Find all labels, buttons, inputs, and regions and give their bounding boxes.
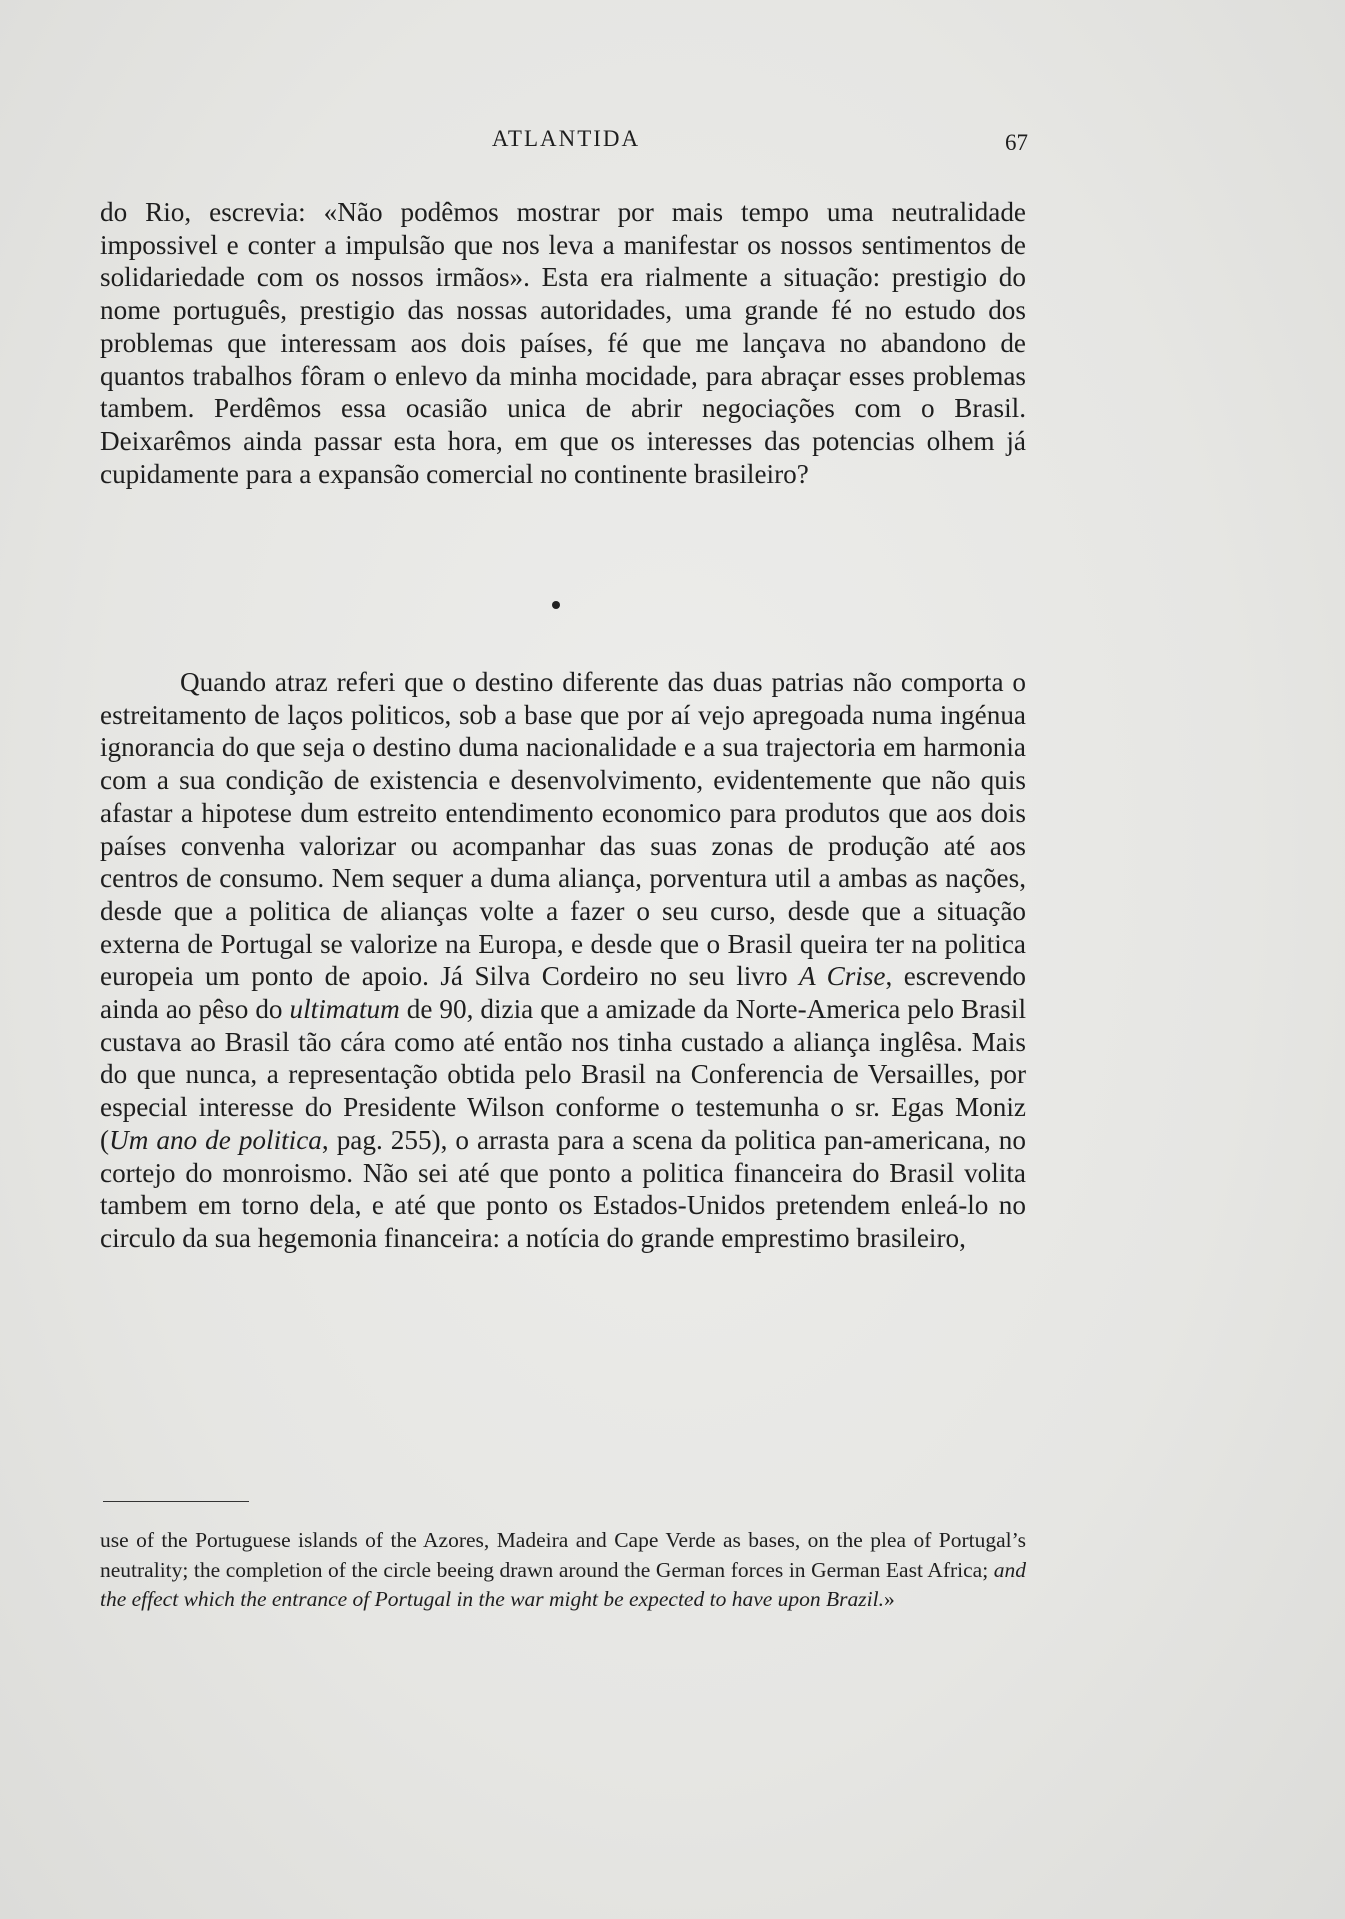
book-title-a-crise: A Crise (799, 961, 886, 992)
page-number: 67 (1005, 130, 1028, 155)
paragraph-one (100, 196, 1026, 490)
paragraph-one-text: do Rio, escrevia: «Não podêmos mostrar por mais tempo uma neutralidade impossivel e conter a impulsão que nos leva a manifestar os nossos sentimentos de solidariedade com os nossos irmãos». Esta era rialmente a situação: prestigio do nome português, prestigio das nossas autoridades, uma grande fé no estudo dos problemas que interessam aos dois países, fé que me lançava no abandono de quantos trabalhos fôram o enlevo da minha mocidade, para abraçar esses problemas tambem. Perdêmos essa ocasião unica de abrir negociações com o Brasil. Deixarêmos ainda passar esta hora, em que os interesses das potencias olhem já cupidamente para a expansão comercial no continente brasileiro? (100, 197, 1026, 489)
footnote (100, 1526, 1026, 1615)
citation-title: Um ano de politica (109, 1124, 322, 1155)
footnote-closing-quote: » (883, 1587, 895, 1611)
paragraph-two-part-1: Quando atraz referi que o destino diferente das duas patrias não comporta o estreitamento de laços politicos, sob a base que por aí vejo apregoada numa ingénua ignorancia do que seja o destino duma nacionalidade e a sua trajectoria em harmonia com a sua condição de existencia e desenvolvimento, evidentemente que não quis afastar a hipotese dum estreito entendimento economico para produtos que aos dois países convenha valorizar ou acompanhar das suas zonas de produção até aos centros de consumo. Nem sequer a duma aliança, porventura util a ambas as nações, desde que a politica de alianças volte a fazer o seu curso, desde que a situação externa de Portugal se valorize na Europa, e desde que o Brasil queira ter na politica europeia um ponto de apoio. Já Silva Cordeiro no seu livro (100, 667, 1026, 992)
term-ultimatum: ultimatum (289, 994, 400, 1025)
page-header (100, 126, 1032, 160)
paragraph-two-part-3: de 90, dizia que a amizade da Norte-America pelo Brasil custava ao Brasil tão cára como até então nos tinha custado a aliança inglêsa. Mais do que nunca, a representação obtida pelo Brasil na Conferencia de Versailles, por especial interesse do Presidente Wilson conforme o testemunha o sr. Egas Moniz ( (100, 994, 1026, 1155)
paragraph-two-text (100, 666, 1026, 1255)
footnote-separator-rule (103, 1501, 249, 1502)
running-title: ATLANTIDA (491, 126, 641, 151)
paragraph-two-part-2: , escrevendo ainda ao pêso do (100, 961, 1027, 1025)
section-dot-ornament (552, 601, 560, 609)
footnote-italic-part: and the effect which the entrance of Portugal in the war might be expected to have upon Brazil. (100, 1557, 1026, 1611)
footnote-part-1: use of the Portuguese islands of the Azores, Madeira and Cape Verde as bases, on the plea of Portugal’s neutrality; the completion of the circle beeing drawn around the German forces in German East Africa; (100, 1528, 1026, 1582)
paragraph-two (100, 666, 1026, 1255)
paragraph-two-part-4: , pag. 255), o arrasta para a scena da politica pan-americana, no cortejo do monroismo. Não sei até que ponto a politica financeira do Brasil volita tambem em torno dela, e até que ponto os Estados-Unidos pretendem enleá-lo no circulo da sua hegemonia financeira: a notícia do grande emprestimo brasileiro, (100, 1124, 1026, 1253)
footnote-text (100, 1526, 1026, 1615)
